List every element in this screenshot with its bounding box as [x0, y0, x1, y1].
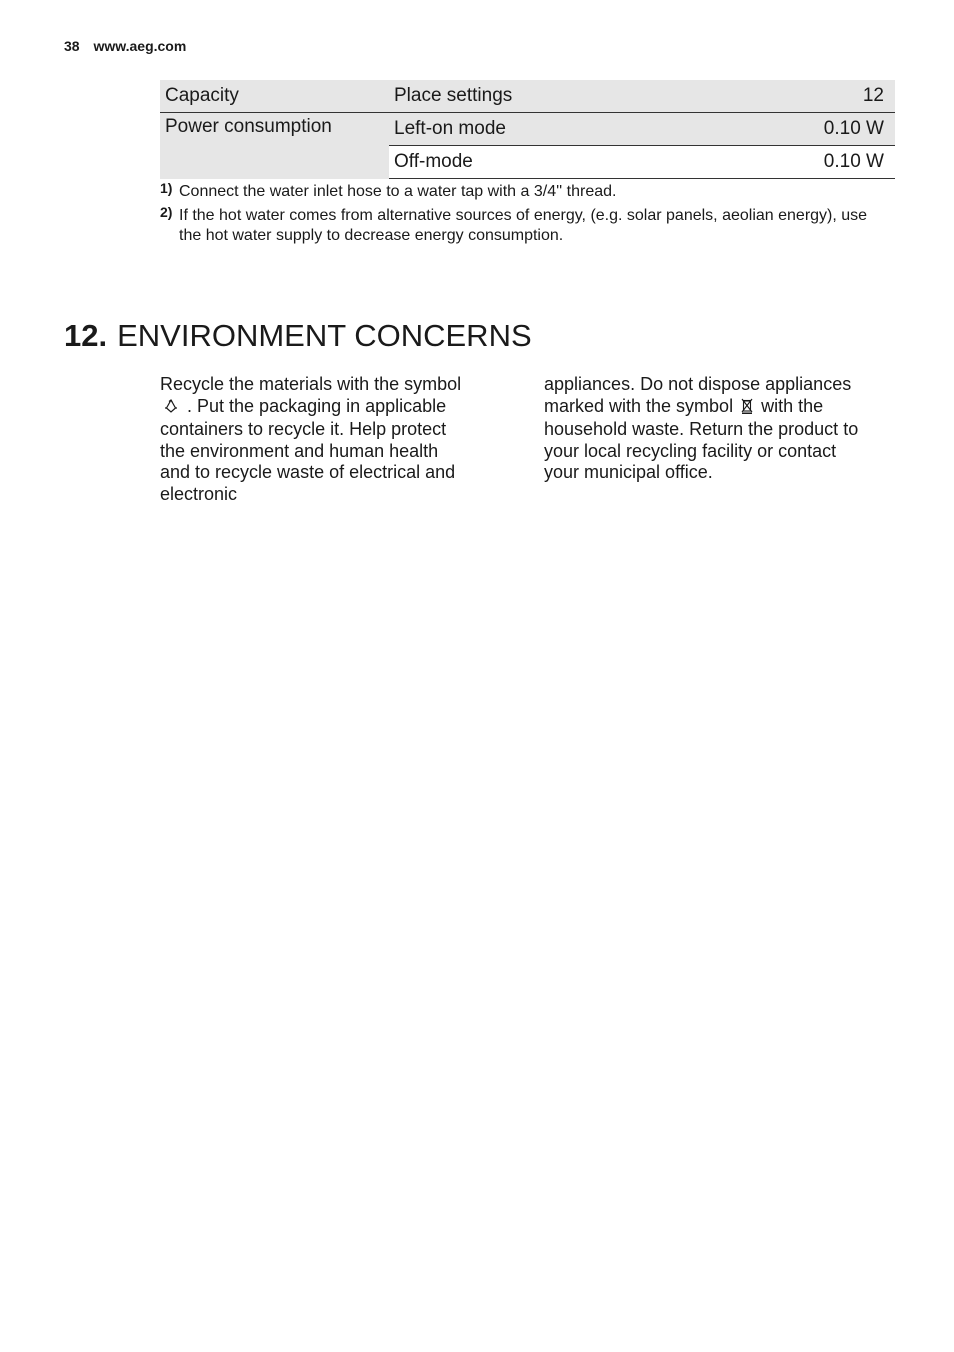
footnote-text: If the hot water comes from alternative sources of energy, (e.g. solar panels, aeolian energy), use the hot water supply to decrease energy consumption. — [179, 207, 868, 244]
footnotes — [160, 182, 880, 250]
section-number: 12. — [64, 318, 108, 353]
footnote-text: Connect the water inlet hose to a water tap with a 3/4'' thread. — [179, 183, 617, 200]
body-text: Recycle the materials with the symbol — [160, 374, 462, 394]
footnote-1 — [160, 182, 880, 202]
section-title: ENVIRONMENT CONCERNS — [117, 318, 532, 353]
power-consumption-label: Power consumption — [160, 113, 389, 179]
table-row — [160, 80, 895, 113]
off-mode-label: Off-mode — [389, 146, 659, 179]
place-settings-value: 12 — [659, 80, 895, 113]
table-row — [160, 113, 895, 146]
footnote-2 — [160, 206, 880, 246]
body-column-left — [160, 374, 465, 505]
crossed-bin-icon — [741, 398, 753, 420]
page-header — [64, 38, 186, 54]
recycle-icon — [163, 398, 179, 420]
page-number: 38 — [64, 38, 80, 54]
footnote-mark: 1) — [160, 180, 173, 196]
body-text: with the household waste. Return the product to your local recycling facility or contact your municipal office. — [544, 395, 859, 482]
spec-table — [160, 80, 895, 179]
site-url[interactable]: www.aeg.com — [93, 38, 187, 54]
place-settings-label: Place settings — [389, 80, 659, 113]
left-on-mode-label: Left-on mode — [389, 113, 659, 146]
body-paragraph — [160, 374, 465, 505]
body-text: appliances. Do not dispose appliances marked with the symbol — [544, 374, 852, 416]
left-on-mode-value: 0.10 W — [659, 113, 895, 146]
body-text: . Put the packaging in applicable containers to recycle it. Help protect the environment and human health and to recycle waste of electrical and electronic — [160, 395, 456, 504]
body-paragraph — [544, 374, 869, 484]
capacity-label: Capacity — [160, 80, 389, 113]
section-heading — [64, 318, 532, 354]
footnote-mark: 2) — [160, 204, 173, 220]
body-column-right — [544, 374, 869, 484]
off-mode-value: 0.10 W — [659, 146, 895, 179]
